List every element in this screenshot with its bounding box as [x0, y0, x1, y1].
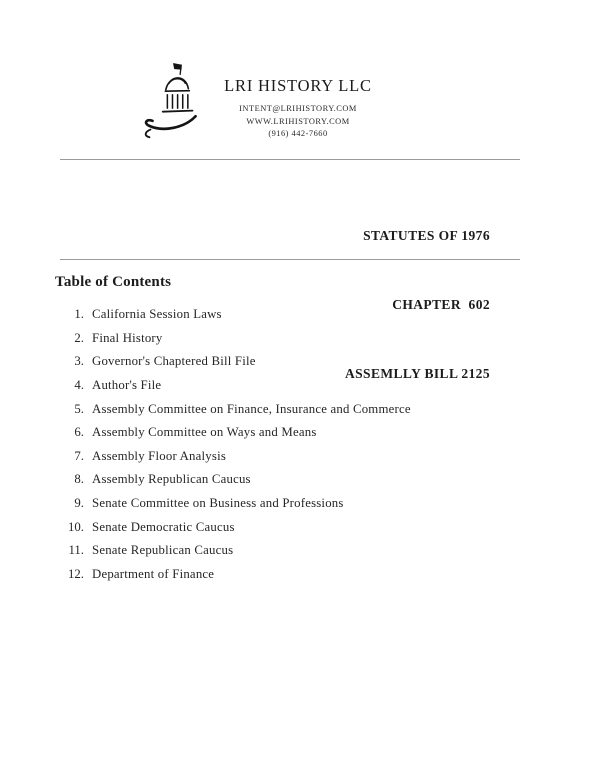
toc-item-number: 11. — [68, 543, 84, 558]
toc-item-label: Author's File — [92, 378, 162, 393]
toc-item — [52, 468, 411, 492]
divider-top — [60, 159, 520, 160]
toc-item-number: 6. — [74, 425, 84, 440]
toc-item — [52, 539, 411, 563]
letterhead — [216, 76, 380, 141]
company-website: WWW.LRIHISTORY.COM — [246, 116, 350, 126]
toc-item — [52, 515, 411, 539]
company-email: INTENT@LRIHISTORY.COM — [239, 104, 357, 113]
toc-item — [52, 327, 411, 351]
divider-bottom — [60, 259, 520, 260]
statutes-line: STATUTES OF 1976 — [363, 228, 490, 243]
toc-item — [52, 563, 411, 587]
toc-item — [52, 492, 411, 516]
toc-item-label: California Session Laws — [92, 307, 222, 322]
toc-item-label: Assembly Committee on Ways and Means — [92, 425, 317, 440]
toc-item-number: 3. — [74, 354, 84, 369]
toc-item — [52, 397, 411, 421]
toc-item-number: 1. — [74, 307, 84, 322]
bill-line: ASSEMLLY BILL 2125 — [344, 366, 490, 381]
toc-item-label: Governor's Chaptered Bill File — [92, 354, 256, 369]
toc-item-number: 2. — [74, 330, 84, 345]
toc-item-number: 7. — [74, 448, 84, 463]
company-name: LRI HISTORY LLC — [224, 76, 372, 95]
toc-item-label: Assembly Republican Caucus — [92, 472, 251, 487]
toc-item — [52, 374, 411, 398]
company-phone: (916) 442-7660 — [268, 129, 328, 139]
toc-item — [52, 303, 411, 327]
toc-item-number: 8. — [74, 472, 84, 487]
toc-item-label: Department of Finance — [92, 566, 215, 581]
toc-item-label: Assembly Floor Analysis — [92, 448, 226, 463]
toc-item-label: Assembly Committee on Finance, Insurance and Commerce — [92, 401, 411, 416]
toc-item-label: Final History — [92, 330, 163, 345]
toc-item — [52, 350, 411, 374]
toc-title: Table of Contents — [55, 274, 172, 290]
toc-item-label: Senate Committee on Business and Professions — [92, 496, 344, 511]
toc-item-number: 12. — [68, 566, 84, 581]
toc-item-label: Senate Democratic Caucus — [92, 519, 235, 534]
toc-item — [52, 445, 411, 469]
toc-item-number: 9. — [74, 496, 84, 511]
toc-item-number: 5. — [74, 401, 84, 416]
toc-item-number: 4. — [74, 378, 84, 393]
toc-item — [52, 421, 411, 445]
capitol-building-logo-icon — [140, 62, 206, 148]
toc-item-number: 10. — [68, 519, 84, 534]
toc-item-label: Senate Republican Caucus — [92, 543, 234, 558]
chapter-line: CHAPTER 602 — [392, 297, 490, 312]
toc-list — [52, 303, 411, 586]
